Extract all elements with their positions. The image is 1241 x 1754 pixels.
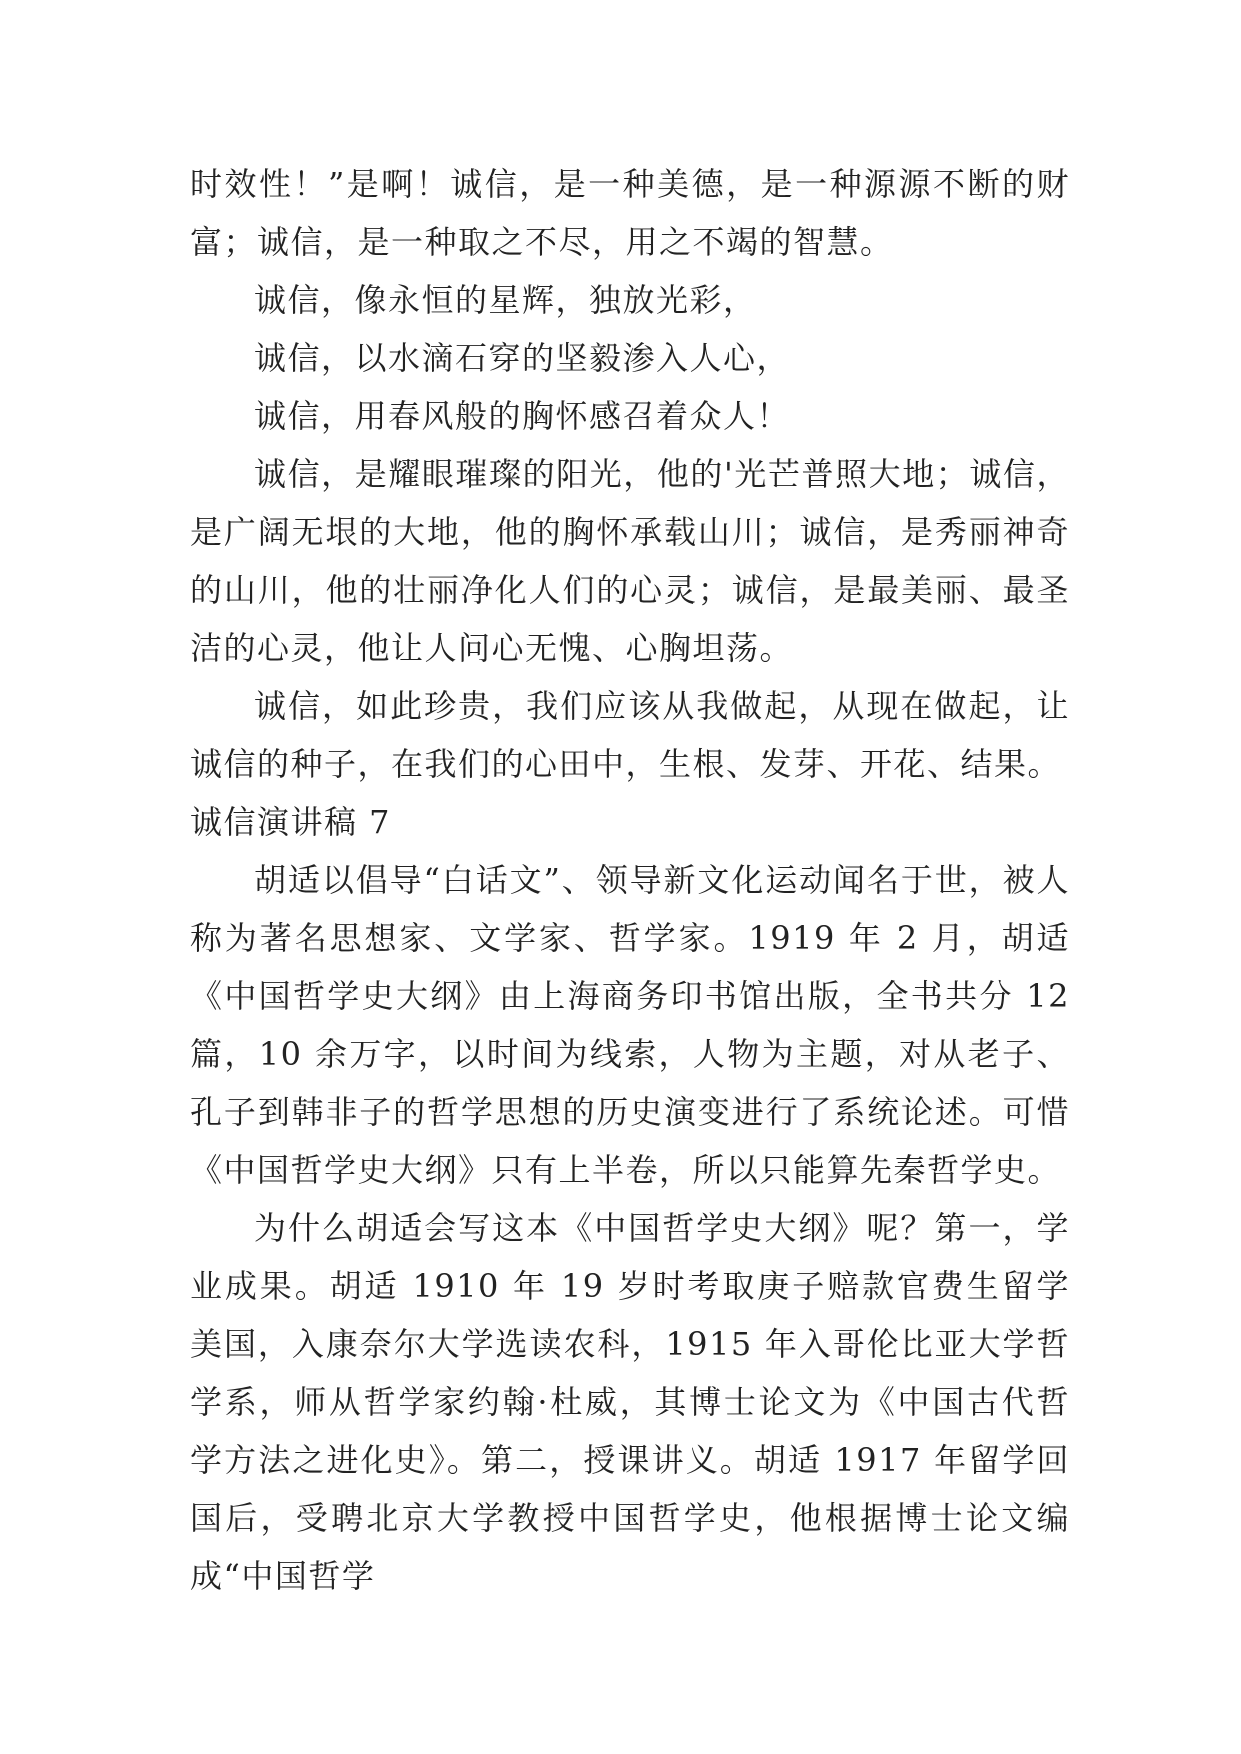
document-body <box>190 155 1070 1605</box>
paragraph-6: 诚信，如此珍贵，我们应该从我做起，从现在做起，让诚信的种子，在我们的心田中，生根、发芽、开花、结果。 <box>190 687 1070 783</box>
paragraph-3: 诚信，以水滴石穿的坚毅渗入人心， <box>254 339 791 377</box>
paragraph-4: 诚信，用春风般的胸怀感召着众人！ <box>254 397 791 435</box>
paragraph-7: 胡适以倡导“白话文”、领导新文化运动闻名于世，被人称为著名思想家、文学家、哲学家。1919 年 2 月，胡适《中国哲学史大纲》由上海商务印书馆出版，全书共分 12 篇，10 余万字，以时间为线索，人物为主题，对从老子、孔子到韩非子的哲学思想的历史演变进行了系统论述。可惜《中国哲学史大纲》只有上半卷，所以只能算先秦哲学史。 <box>190 861 1070 1189</box>
paragraph-1: 时效性！”是啊！诚信，是一种美德，是一种源源不断的财富；诚信，是一种取之不尽，用之不竭的智慧。 <box>190 165 1070 261</box>
paragraph-5: 诚信，是耀眼璀璨的阳光，他的'光芒普照大地；诚信，是广阔无垠的大地，他的胸怀承载山川；诚信，是秀丽神奇的山川，他的壮丽净化人们的心灵；诚信，是最美丽、最圣洁的心灵，他让人问心无愧、心胸坦荡。 <box>190 455 1070 667</box>
paragraph-2: 诚信，像永恒的星辉，独放光彩， <box>254 281 757 319</box>
section-heading: 诚信演讲稿 7 <box>190 803 392 841</box>
paragraph-8: 为什么胡适会写这本《中国哲学史大纲》呢？第一，学业成果。胡适 1910 年 19 岁时考取庚子赔款官费生留学美国，入康奈尔大学选读农科，1915 年入哥伦比亚大学哲学系，师从哲学家约翰·杜威，其博士论文为《中国古代哲学方法之进化史》。第二，授课讲义。胡适 1917 年留学回国后，受聘北京大学教授中国哲学史，他根据博士论文编成“中国哲学 <box>190 1209 1070 1595</box>
